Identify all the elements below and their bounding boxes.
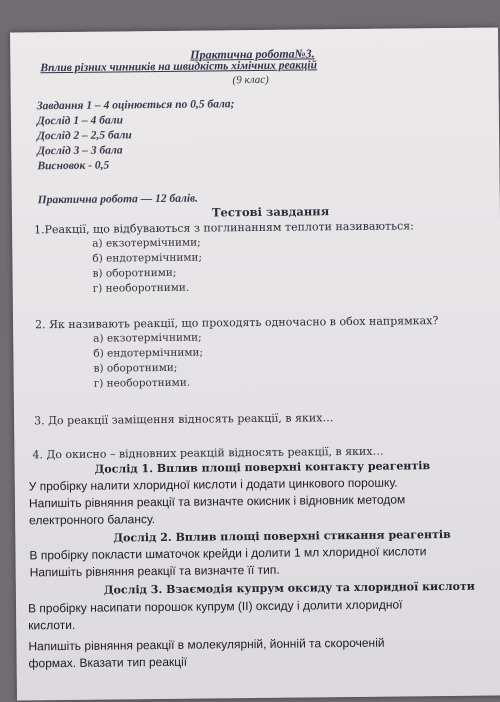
grading-line: Висновок - 0,5 <box>37 159 110 173</box>
page-title: Практична робота№3. <box>190 46 315 62</box>
experiment-3-text: В пробірку насипати порошок купрум (ІІ) оксиду і долити хлоридної <box>27 597 403 616</box>
tests-heading: Тестові завдання <box>211 204 330 220</box>
question-1-option: в) оборотними; <box>92 266 177 280</box>
grading-line: Завдання 1 – 4 оцінюється по 0,5 бала; <box>36 98 235 113</box>
question-2-option: в) оборотними; <box>93 361 178 375</box>
experiment-2-text: Напишіть рівняння реакції та визначте її тип. <box>29 562 280 580</box>
question-2: 2. Як називають реакції, що проходять одночасно в обох напрямках? <box>35 314 439 332</box>
question-4: 4. До окисно – відновних реакцій відносять реакції, в яких… <box>32 444 384 462</box>
grade-label: (9 клас) <box>232 73 269 87</box>
experiment-1-text: електронного балансу. <box>29 512 156 528</box>
question-1-option: г) необоротними. <box>92 281 190 295</box>
experiment-2-title: Дослід 2. Вплив площі поверхні стикання реагентів <box>113 527 451 545</box>
question-1-option: б) ендотермічними; <box>92 251 203 265</box>
question-2-option: г) необоротними. <box>93 376 191 390</box>
experiment-3-text: кислоти. <box>28 617 76 633</box>
experiment-1-title: Дослід 1. Вплив площі поверхні контакту реагентів <box>94 459 431 476</box>
question-1: 1.Реакції, що відбуваються з поглинанням теплоти називаються: <box>34 219 414 237</box>
experiment-2-text: В пробірку покласти шматочок крейди і долити 1 мл хлоридної кислоти <box>29 544 427 563</box>
question-2-option: б) ендотермічними; <box>93 346 204 360</box>
experiment-1-text: У пробірку налити хлоридної кислоти і додати цинкового порошку. <box>28 475 398 494</box>
worksheet-page <box>10 27 500 700</box>
total-points: Практична робота — 12 балів. <box>37 192 199 207</box>
grading-line: Дослід 3 – 3 бала <box>37 144 123 158</box>
experiment-1-text: Напишіть рівняння реакції та визначте окисник і відновник методом <box>28 492 406 511</box>
experiment-3-text: Напишіть рівняння реакції в молекулярній, йонній та скороченій <box>28 635 385 654</box>
experiment-3-text: формах. Вказати тип реакції <box>28 654 188 671</box>
page-subtitle: Вплив різних чинників на швидкість хімічних реакцій <box>40 59 318 75</box>
question-2-option: а) екзотермічними; <box>93 331 202 345</box>
question-3: 3. До реакції заміщення відносять реакції, в яких… <box>34 411 334 428</box>
grading-line: Дослід 1 – 4 бали <box>36 114 124 128</box>
grading-line: Дослід 2 – 2,5 бали <box>37 129 132 143</box>
experiment-3-title: Дослід 3. Взаємодія купрум оксиду та хлоридної кислоти <box>103 579 475 597</box>
question-1-option: а) екзотермічними; <box>92 236 201 250</box>
